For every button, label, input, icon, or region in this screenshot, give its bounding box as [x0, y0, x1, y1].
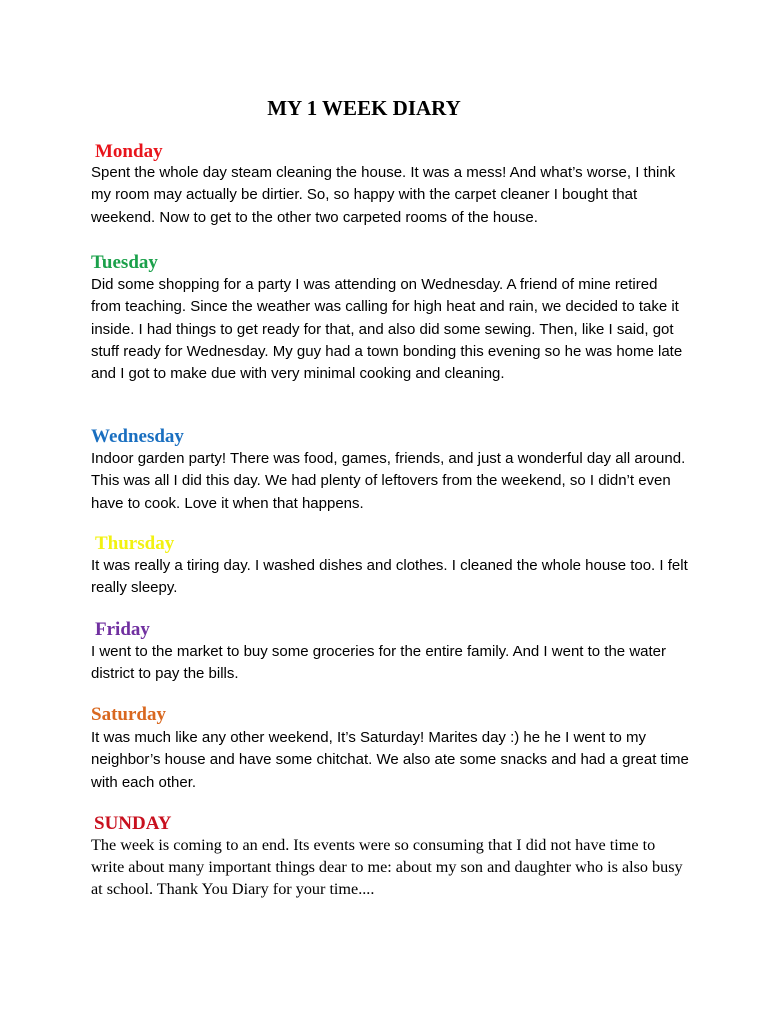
entry-text-thursday: It was really a tiring day. I washed dishes and clothes. I cleaned the whole house too. I felt really sleepy. — [91, 557, 688, 597]
day-heading-sunday: SUNDAY — [94, 813, 172, 834]
day-heading-tuesday: Tuesday — [91, 252, 158, 273]
day-heading-friday: Friday — [95, 619, 150, 640]
entry-text-monday: Spent the whole day steam cleaning the house. It was a mess! And what’s worse, I think my room may actually be dirtier. So, so happy with the carpet cleaner I bought that weekend. Now to get to the other two carpeted rooms of the house. — [91, 164, 676, 226]
day-heading-wednesday: Wednesday — [91, 426, 184, 447]
entry-text-wednesday: Indoor garden party! There was food, games, friends, and just a wonderful day all around. This was all I did this day. We had plenty of leftovers from the weekend, so I didn’t even have to cook. Love it when that happens. — [91, 450, 686, 512]
entry-text-saturday: It was much like any other weekend, It’s Saturday! Marites day :) he he I went to my neighbor’s house and have some chitchat. We also ate some snacks and had a great time with each other. — [91, 729, 689, 791]
page-title: MY 1 WEEK DIARY — [267, 96, 461, 120]
entry-text-tuesday: Did some shopping for a party I was attending on Wednesday. A friend of mine retired from teaching. Since the weather was calling for high heat and rain, we decided to take it inside. I had things to get ready for that, and also did some sewing. Then, like I said, got stuff ready for Wednesday. My guy had a town bonding this evening so he was home late and I got to make due with very minimal cooking and cleaning. — [91, 276, 683, 383]
day-heading-saturday: Saturday — [91, 704, 166, 725]
entry-text-friday: I went to the market to buy some groceries for the entire family. And I went to the water district to pay the bills. — [91, 643, 666, 683]
day-heading-monday: Monday — [95, 141, 163, 162]
entry-text-sunday: The week is coming to an end. Its events were so consuming that I did not have time to write about many important things dear to me: about my son and daughter who is also busy at school. Thank You Diary for your time.... — [91, 836, 683, 898]
day-heading-thursday: Thursday — [95, 533, 175, 554]
